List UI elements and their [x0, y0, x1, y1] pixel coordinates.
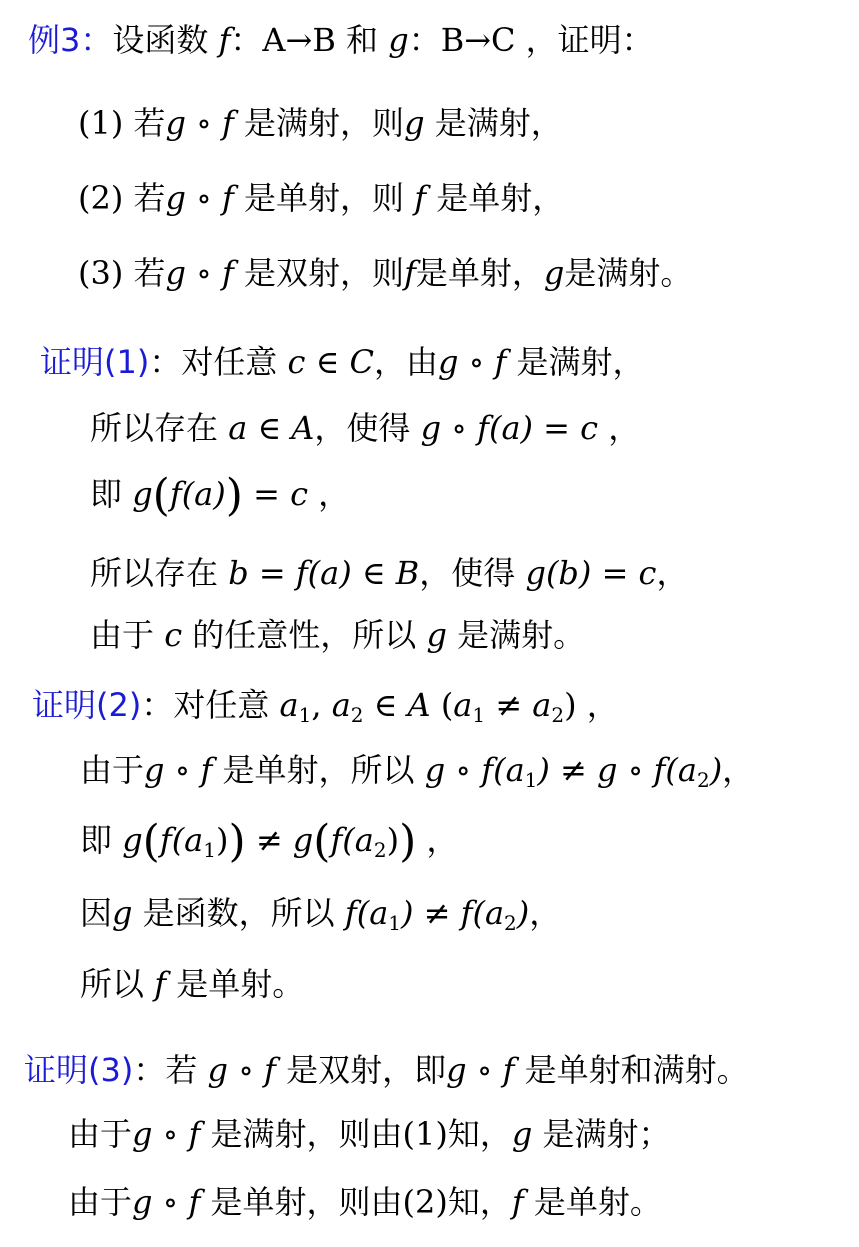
- proof1-line4: 所以存在 b = f(a) ∈ B，使得 g(b) = c，: [90, 554, 689, 592]
- claim-3: (3) 若g ∘ f 是双射，则f是单射，g是满射。: [78, 254, 693, 292]
- proof1-line2: 所以存在 a ∈ A，使得 g ∘ f(a) = c ，: [90, 409, 641, 447]
- example-statement: 例3：设函数 f：A→B 和 g：B→C ，证明：: [28, 21, 654, 59]
- proof3-line3: 由于g ∘ f 是单射，则由(2)知，f 是单射。: [68, 1183, 662, 1221]
- proof3-label: 证明(3): [24, 1051, 134, 1089]
- proof2-line1: 证明(2)：对任意 $a_1$, $a_2$ ∈ A $(a_1 \ne a_2)$ ，: [32, 686, 619, 727]
- example-label: 例3：: [28, 21, 113, 59]
- proof1-line3: 即 g(f(a)) = c ，: [90, 470, 351, 521]
- proof3-line2: 由于g ∘ f 是满射，则由(1)知，g 是满射；: [68, 1115, 671, 1153]
- proof2-line5: 所以 f 是单射。: [80, 965, 305, 1003]
- proof3-line1: 证明(3)：若 g ∘ f 是双射，即g ∘ f 是单射和满射。: [24, 1051, 749, 1089]
- proof2-line4: 因g 是函数，所以 $f(a_1) \ne f(a_2)$，: [80, 894, 562, 935]
- proof1-line5: 由于 c 的任意性，所以 g 是满射。: [90, 616, 586, 654]
- proof1-line1: 证明(1)：对任意 c ∈ C，由g ∘ f 是满射，: [40, 343, 645, 381]
- proof2-line2: 由于g ∘ f 是单射，所以 g ∘ $f(a_1) \ne g$ ∘ $f(a_2)$，: [80, 751, 755, 792]
- claim-2: (2) 若g ∘ f 是单射，则 f 是单射，: [78, 179, 565, 217]
- claim-1: (1) 若g ∘ f 是满射，则g 是满射，: [78, 104, 563, 142]
- proof2-label: 证明(2): [32, 686, 142, 724]
- proof1-label: 证明(1): [40, 343, 150, 381]
- proof2-line3: 即 $g(f(a_1)) \ne g(f(a_2))$ ，: [80, 816, 459, 867]
